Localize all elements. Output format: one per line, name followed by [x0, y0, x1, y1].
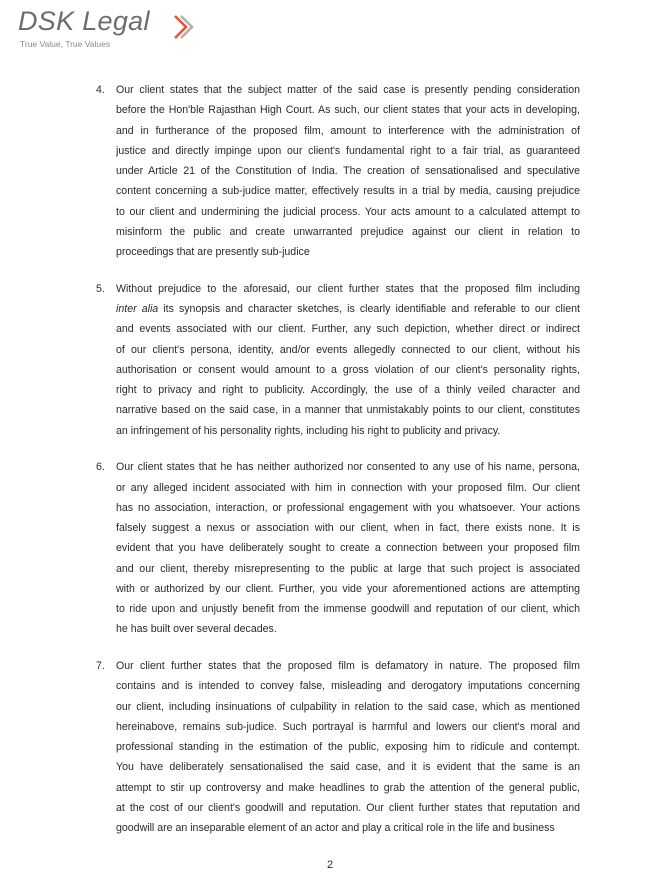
paragraph-text [116, 656, 580, 838]
text-line: our client, including insinuations of culpability in relation to the said case, which as mentioned [116, 700, 580, 713]
text-line: to our client and undermining the judicial process. Your acts amount to a calculated attempt to [116, 205, 580, 218]
paragraph-number: 7. [96, 660, 105, 672]
letter-body [96, 80, 580, 855]
text-line: and in furtherance of the proposed film, amount to interference with the administration of [116, 124, 580, 137]
text-line: justice and directly impinge upon our client's fundamental right to a fair trial, as guaranteed [116, 144, 580, 157]
text-line: You have deliberately sensationalised the said case, and it is evident that the same is an [116, 761, 580, 774]
paragraph-number: 6. [96, 461, 105, 474]
text-line: to ride upon and unjustly benefit from the immense goodwill and reputation of our client, which [116, 603, 580, 615]
brand-logo-text: DSK Legal [18, 6, 150, 36]
text-line: authorisation or consent would amount to a gross violation of our client's personality rights, [116, 363, 580, 376]
text-line: misinform the public and create unwarranted prejudice against our client in relation to [116, 225, 580, 238]
text-line: has no association, interaction, or professional engagement with you whatsoever. Your actions [116, 501, 580, 514]
paragraph-text [116, 457, 580, 639]
brand-tagline: True Value, True Values [20, 39, 111, 49]
letterhead [18, 6, 208, 48]
text-line: hereinabove, remains sub-judice. Such portrayal is harmful and lowers our client's moral and [116, 720, 580, 733]
text-line: goodwill are an inseparable element of an actor and play a critical role in the life and business [116, 822, 555, 834]
numbered-paragraph [96, 279, 580, 441]
text-line: at the cost of our client's goodwill and reputation. Our client further states that reputation and [116, 801, 580, 814]
text-line: Our client states that the subject matter of the said case is presently pending consideration [116, 84, 580, 96]
text-line: Our client further states that the proposed film is defamatory in nature. The proposed film [116, 660, 580, 672]
text-line: and our client, thereby misrepresenting to the public at large that such project is associated [116, 562, 580, 575]
text-line: and events associated with our client. Further, any such depiction, whether direct or indirect [116, 323, 580, 336]
paragraph-number: 4. [96, 84, 105, 96]
text-line: inter alia its synopsis and character sketches, is clearly identifiable and referable to our client [116, 303, 580, 315]
text-line: content concerning a sub-judice matter, effectively results in a trial by media, causing prejudice [116, 185, 580, 198]
text-line: proceedings that are presently sub-judice [116, 246, 310, 258]
numbered-paragraph [96, 457, 580, 639]
text-line: narrative based on the said case, in a manner that unmistakably points to our client, constitutes [116, 404, 580, 417]
text-line: professional standing in the estimation of the public, exposing him to ridicule and contempt. [116, 741, 580, 753]
text-line: or any alleged incident associated with him in connection with your proposed film. Our client [116, 481, 580, 494]
text-line: of our client's persona, identity, and/or events allegedly connected to our client, without his [116, 343, 580, 356]
paragraph-text [116, 279, 580, 441]
paragraph-text [116, 80, 580, 262]
text-line: Our client states that he has neither authorized nor consented to any use of his name, persona, [116, 461, 580, 474]
text-line: he has built over several decades. [116, 623, 277, 636]
text-line: attempt to stir up controversy and make headlines to grab the attention of the general public, [116, 781, 580, 794]
text-line: right to privacy and right to publicity. Accordingly, the use of a thinly veiled character and [116, 384, 580, 396]
chevron-logo-icon [172, 14, 196, 40]
text-line: before the Hon'ble Rajasthan High Court. As such, our client states that your acts in developing, [116, 104, 580, 117]
text-line: contains and is intended to convey false, misleading and derogatory imputations concerning [116, 680, 580, 693]
text-line: with or authorized by our client. Further, you vide your aforementioned actions are attempting [116, 582, 580, 595]
numbered-paragraph [96, 656, 580, 838]
text-line: falsely suggest a nexus or association with our client, when in fact, there exists none. It is [116, 522, 580, 534]
text-line: Without prejudice to the aforesaid, our client further states that the proposed film including [116, 282, 580, 295]
text-line: an infringement of his personality rights, including his right to publicity and privacy. [116, 424, 501, 437]
text-line: under Article 21 of the Constitution of India. The creation of sensationalised and speculative [116, 165, 580, 177]
paragraph-number: 5. [96, 282, 105, 295]
text-line: evident that you have deliberately sought to create a connection between your proposed film [116, 542, 580, 555]
numbered-paragraph [96, 80, 580, 262]
page-number: 2 [326, 859, 334, 871]
